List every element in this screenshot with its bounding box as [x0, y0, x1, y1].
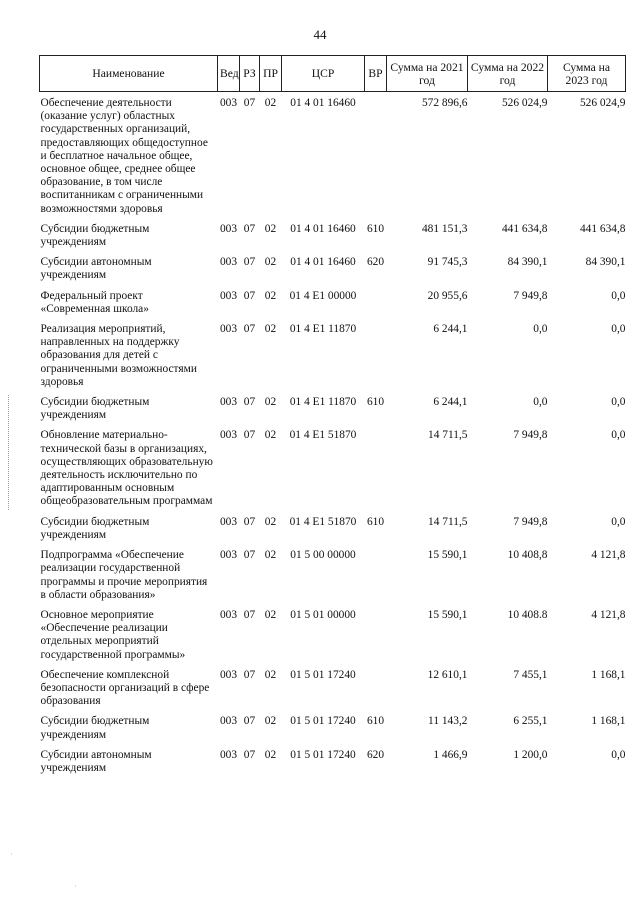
row-rz: 07	[243, 289, 256, 302]
row-csr: 01 5 01 17240	[290, 668, 356, 681]
row-sum-2023: 4 121,8	[591, 608, 626, 621]
table-row	[40, 749, 626, 775]
row-vr: 610	[366, 222, 385, 235]
header-ved: Вед	[218, 56, 240, 92]
row-sum-2022: 7 455,1	[513, 668, 548, 681]
scan-speck: ·	[10, 850, 13, 859]
row-csr: 01 5 01 17240	[290, 748, 356, 761]
header-pr: ПР	[260, 56, 282, 92]
row-ved: 003	[219, 289, 238, 302]
row-csr: 01 4 01 16460	[290, 97, 356, 109]
row-ved: 003	[219, 323, 238, 336]
row-sum-2021: 11 143,2	[428, 715, 468, 728]
header-sum-2021: Сумма на 2021 год	[387, 56, 468, 92]
row-name: Субсидии автономным учреждениям	[40, 748, 152, 774]
row-sum-2022: 0,0	[533, 323, 548, 336]
row-rz: 07	[243, 549, 256, 562]
page-number: 44	[313, 27, 327, 42]
table-row	[40, 323, 626, 396]
row-sum-2023: 526 024,9	[579, 97, 626, 109]
table-row	[40, 549, 626, 609]
row-name: Основное мероприятие «Обеспечение реализации отдельных мероприятий государственной программы»	[40, 608, 186, 661]
row-rz: 07	[243, 429, 256, 442]
budget-table	[39, 55, 626, 775]
row-name: Обеспечение деятельности (оказание услуг) областных государственных организаций, предоставляющих общедоступное и бесплатное начальное общее, основное общее, среднее общее образование, в том числе воспитанникам с ограниченными возможностями здоровья	[40, 97, 208, 215]
table-row	[40, 516, 626, 549]
row-csr: 01 4 E1 51870	[289, 429, 357, 442]
table-row	[40, 256, 626, 289]
row-vr	[365, 429, 387, 515]
row-sum-2021: 481 151,3	[421, 222, 468, 235]
row-csr: 01 4 E1 51870	[289, 515, 357, 528]
row-rz: 07	[243, 715, 256, 728]
row-ved: 003	[219, 396, 238, 409]
table-row	[40, 715, 626, 748]
row-sum-2023: 1 168,1	[591, 668, 626, 681]
row-ved: 003	[219, 429, 238, 442]
row-rz: 07	[243, 396, 256, 409]
row-sum-2021: 14 711,5	[428, 515, 468, 528]
row-vr	[365, 609, 387, 669]
row-sum-2022: 84 390,1	[507, 256, 548, 269]
row-csr: 01 5 01 00000	[290, 608, 356, 621]
row-vr	[365, 669, 387, 716]
table-header-row	[40, 56, 626, 92]
table-row	[40, 223, 626, 256]
row-vr	[365, 323, 387, 396]
header-csr: ЦСР	[282, 56, 365, 92]
row-csr: 01 4 E1 11870	[289, 323, 357, 336]
row-rz: 07	[243, 608, 256, 621]
row-sum-2022: 7 949,8	[513, 429, 548, 442]
row-sum-2021: 6 244,1	[433, 323, 468, 336]
row-pr: 02	[264, 429, 277, 442]
row-name: Подпрограмма «Обеспечение реализации государственной программы и прочие мероприятия в области образования»	[40, 549, 208, 601]
row-csr: 01 4 E1 11870	[289, 396, 357, 409]
row-ved: 003	[219, 549, 238, 562]
row-csr: 01 4 01 16460	[290, 256, 356, 269]
row-pr: 02	[264, 256, 277, 269]
row-pr: 02	[264, 715, 277, 728]
table-row	[40, 669, 626, 716]
row-sum-2021: 12 610,1	[427, 668, 468, 681]
row-sum-2023: 0,0	[611, 396, 626, 409]
row-vr	[365, 549, 387, 609]
row-name: Обеспечение комплексной безопасности организаций в сфере образования	[40, 668, 210, 708]
row-pr: 02	[264, 608, 277, 621]
row-pr: 02	[264, 289, 277, 302]
row-name: Субсидии бюджетным учреждениям	[40, 396, 150, 422]
row-pr: 02	[264, 97, 277, 109]
row-sum-2022: 526 024,9	[501, 97, 548, 109]
row-vr: 610	[366, 396, 385, 409]
row-vr: 620	[366, 748, 385, 761]
row-sum-2021: 1 466,9	[433, 748, 468, 761]
row-ved: 003	[219, 515, 238, 528]
row-sum-2022: 0,0	[533, 396, 548, 409]
row-sum-2021: 6 244,1	[433, 396, 468, 409]
row-csr: 01 4 01 16460	[290, 222, 356, 235]
row-rz: 07	[243, 256, 256, 269]
row-vr	[365, 97, 387, 223]
header-name: Наименование	[40, 56, 218, 92]
row-csr: 01 5 00 00000	[290, 549, 356, 562]
header-sum-2023: Сумма на 2023 год	[548, 56, 626, 92]
row-pr: 02	[264, 515, 277, 528]
row-name: Субсидии бюджетным учреждениям	[40, 222, 150, 249]
row-sum-2021: 20 955,6	[427, 289, 468, 302]
row-sum-2021: 15 590,1	[427, 608, 468, 621]
row-vr: 610	[366, 715, 385, 728]
row-vr	[365, 290, 387, 323]
row-sum-2021: 572 896,6	[421, 97, 468, 109]
row-ved: 003	[219, 715, 238, 728]
row-csr: 01 5 01 17240	[290, 715, 356, 728]
row-name: Субсидии бюджетным учреждениям	[40, 715, 150, 741]
header-vr: ВР	[365, 56, 387, 92]
row-sum-2022: 441 634,8	[501, 222, 548, 235]
row-rz: 07	[243, 323, 256, 336]
table-row	[40, 97, 626, 223]
row-rz: 07	[243, 515, 256, 528]
row-pr: 02	[264, 396, 277, 409]
row-sum-2022: 7 949,8	[513, 289, 548, 302]
row-sum-2023: 84 390,1	[585, 256, 626, 269]
header-rz: РЗ	[240, 56, 260, 92]
row-ved: 003	[219, 222, 238, 235]
row-sum-2023: 441 634,8	[579, 222, 626, 235]
row-sum-2023: 0,0	[611, 323, 626, 336]
row-rz: 07	[243, 222, 256, 235]
row-sum-2021: 14 711,5	[428, 429, 468, 442]
row-vr: 620	[366, 256, 385, 269]
row-sum-2023: 0,0	[611, 748, 626, 761]
row-sum-2023: 1 168,1	[591, 715, 626, 728]
row-ved: 003	[219, 97, 238, 109]
row-sum-2022: 6 255,1	[513, 715, 548, 728]
row-sum-2023: 0,0	[611, 289, 626, 302]
table-row	[40, 429, 626, 515]
row-rz: 07	[243, 748, 256, 761]
row-sum-2022: 10 408.8	[507, 608, 548, 621]
table-row	[40, 396, 626, 429]
row-sum-2023: 0,0	[611, 429, 626, 442]
row-sum-2023: 0,0	[611, 515, 626, 528]
row-sum-2022: 10 408,8	[507, 549, 548, 562]
row-pr: 02	[264, 668, 277, 681]
row-rz: 07	[243, 668, 256, 681]
table-row	[40, 290, 626, 323]
row-sum-2023: 4 121,8	[591, 549, 626, 562]
scan-speck: ·	[74, 882, 77, 891]
row-name: Обновление материально-технической базы в организациях, осуществляющих образовательную деятельность исключительно по адаптированным основным общеобразовательным программам	[40, 429, 213, 508]
row-pr: 02	[264, 222, 277, 235]
row-ved: 003	[219, 608, 238, 621]
row-name: Федеральный проект «Современная школа»	[40, 289, 149, 315]
row-ved: 003	[219, 748, 238, 761]
row-sum-2021: 91 745,3	[427, 256, 468, 269]
row-ved: 003	[219, 256, 238, 269]
row-sum-2022: 7 949,8	[513, 515, 548, 528]
row-sum-2022: 1 200,0	[513, 748, 548, 761]
row-name: Реализация мероприятий, направленных на поддержку образования для детей с ограниченными возможностями здоровья	[40, 323, 197, 388]
row-sum-2021: 15 590,1	[427, 549, 468, 562]
row-ved: 003	[219, 668, 238, 681]
header-sum-2022: Сумма на 2022 год	[468, 56, 548, 92]
table-body	[40, 97, 626, 775]
table-row	[40, 609, 626, 669]
row-pr: 02	[264, 323, 277, 336]
row-name: Субсидии бюджетным учреждениям	[40, 515, 150, 541]
row-pr: 02	[264, 748, 277, 761]
row-pr: 02	[264, 549, 277, 562]
row-name: Субсидии автономным учреждениям	[40, 256, 152, 282]
row-rz: 07	[243, 97, 256, 109]
row-vr: 610	[366, 515, 385, 528]
scan-edge-mark	[8, 395, 10, 510]
row-csr: 01 4 E1 00000	[289, 289, 357, 302]
